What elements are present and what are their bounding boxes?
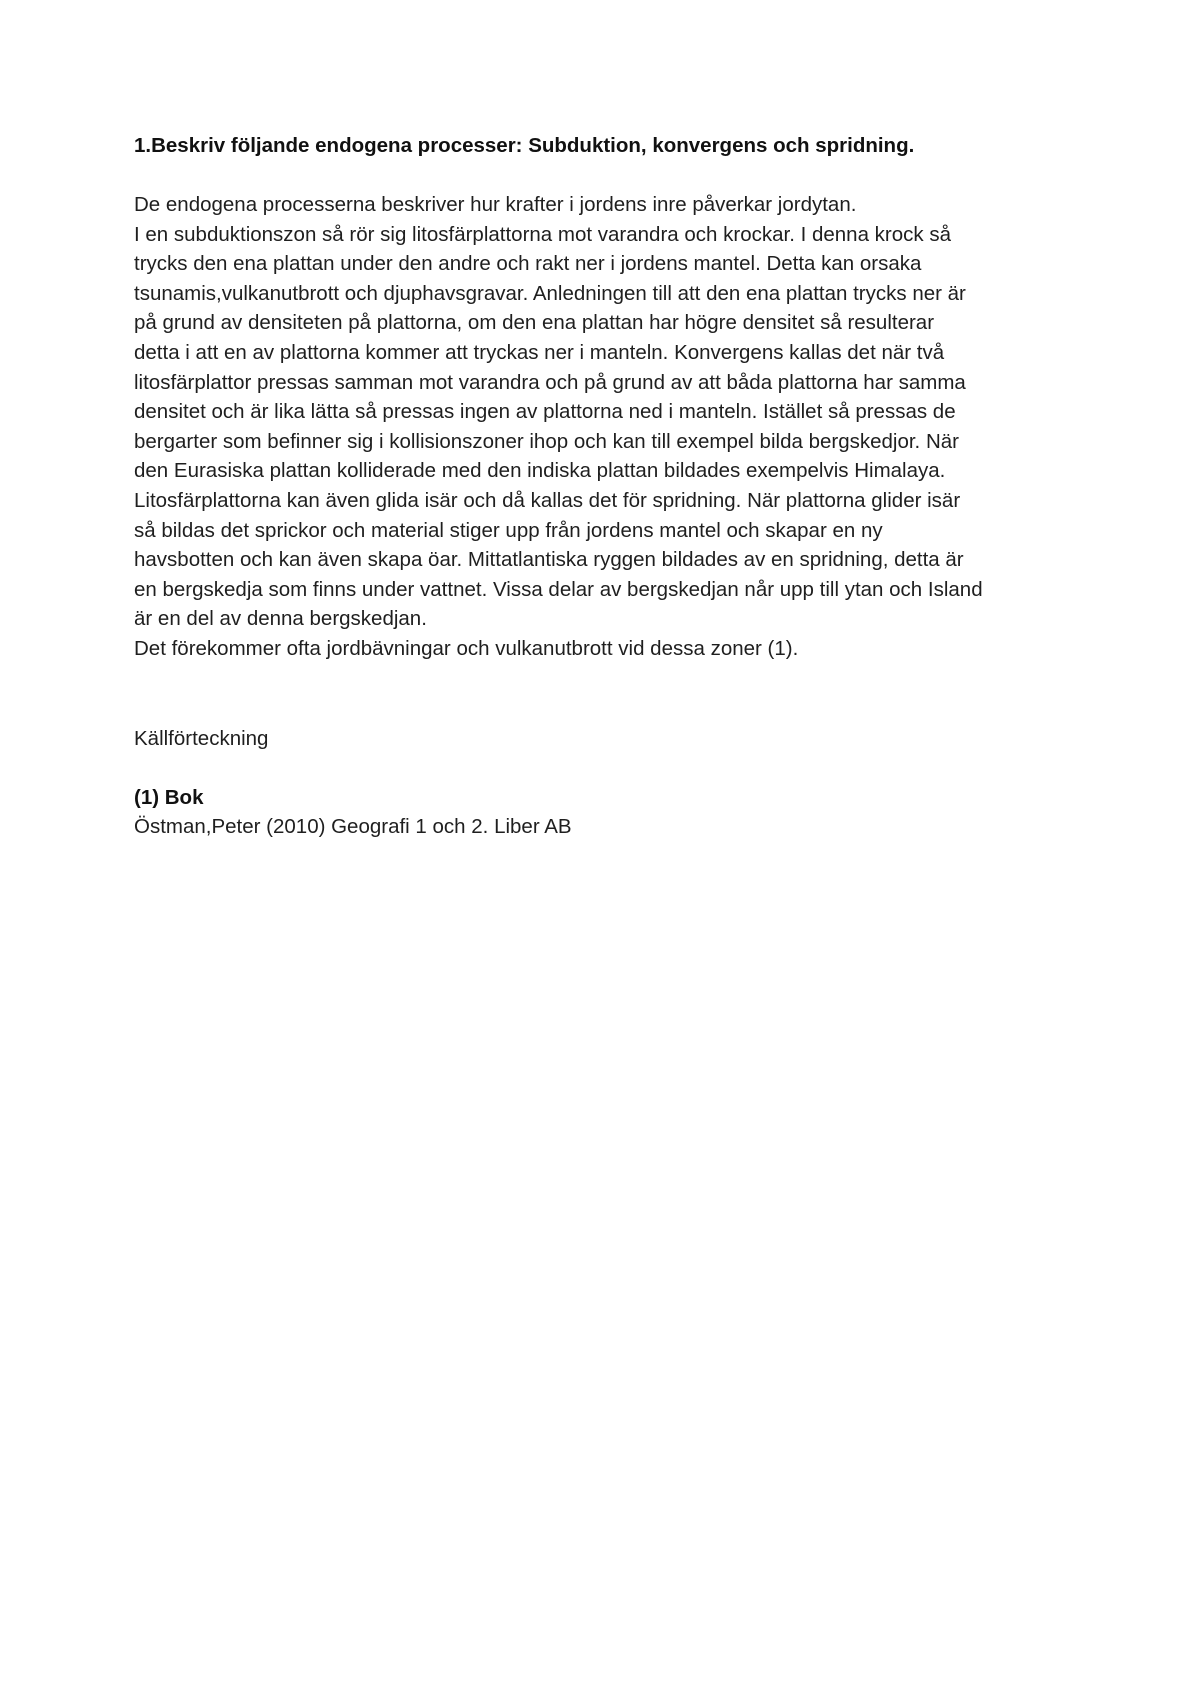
answer-body bbox=[134, 190, 984, 664]
sources-title: Källförteckning bbox=[134, 726, 269, 750]
question-heading: 1.Beskriv följande endogena processer: Subduktion, konvergens och spridning. bbox=[134, 134, 915, 157]
intro-paragraph: De endogena processerna beskriver hur krafter i jordens inre påverkar jordytan. bbox=[134, 193, 857, 216]
closing-paragraph: Det förekommer ofta jordbävningar och vulkanutbrott vid dessa zoner (1). bbox=[134, 636, 799, 660]
source-reference: Östman,Peter (2010) Geografi 1 och 2. Liber AB bbox=[134, 815, 572, 839]
source-label: (1) Bok bbox=[134, 785, 204, 809]
main-paragraph: I en subduktionszon så rör sig litosfärplattorna mot varandra och krockar. I denna krock så trycks den ena plattan under den andre och rakt ner i jordens mantel. Detta kan orsaka tsunamis,vulkanutbrott och djuphavsgravar. Anledningen till att den ena plattan trycks ner är på grund av densiteten på plattorna, om den ena plattan har högre densitet så resulterar detta i att en av plattorna kommer att tryckas ner i manteln. Konvergens kallas det när två litosfärplattor pressas samman mot varandra och på grund av att båda plattorna har samma densitet och är lika lätta så pressas ingen av plattorna ned i manteln. Istället så pressas de bergarter som befinner sig i kollisionszoner ihop och kan till exempel bilda bergskedjor. När den Eurasiska plattan kolliderade med den indiska plattan bildades exempelvis Himalaya. Litosfärplattorna kan även glida isär och då kallas det för spridning. När plattorna glider isär så bildas det sprickor och material stiger upp från jordens mantel och skapar en ny havsbotten och kan även skapa öar. Mittatlantiska ryggen bildades av en spridning, detta är en bergskedja som finns under vattnet. Vissa delar av bergskedjan når upp till ytan och Island är en del av denna bergskedjan. bbox=[134, 222, 983, 631]
document-content bbox=[134, 131, 984, 842]
